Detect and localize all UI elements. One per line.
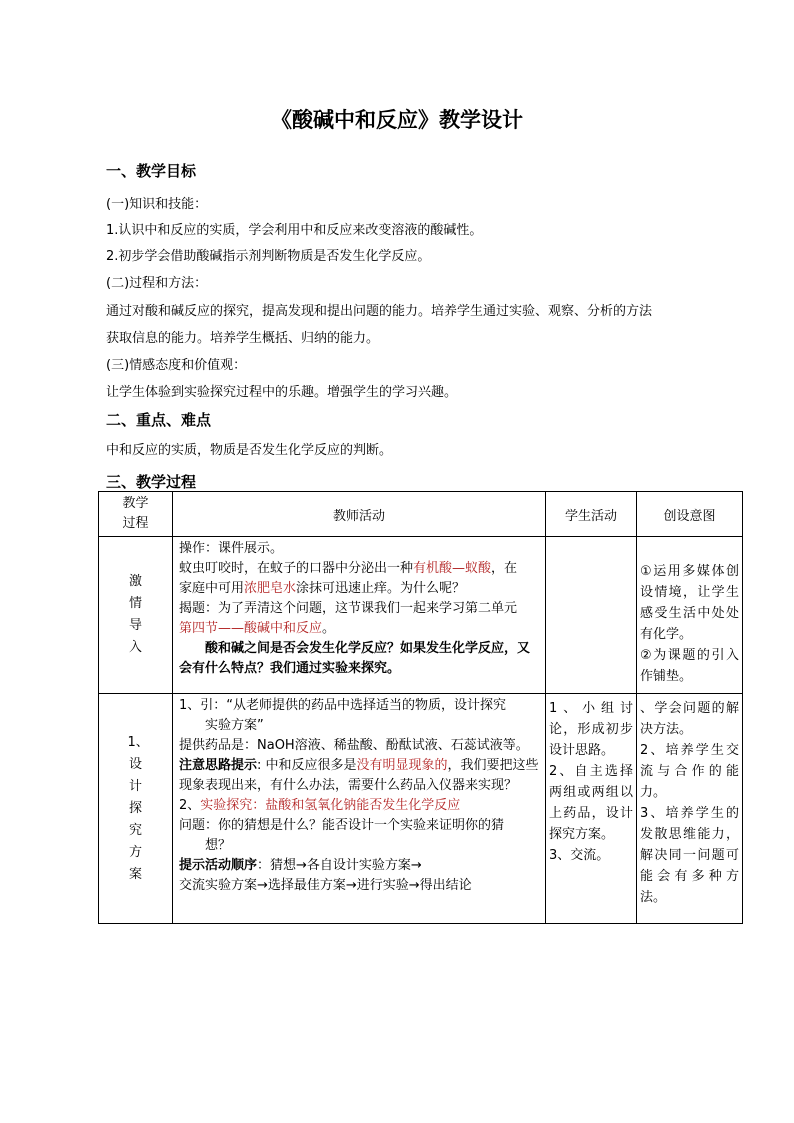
attitude-text: 让学生体验到实验探究过程中的乐趣。增强学生的学习兴趣。 xyxy=(106,385,458,400)
teacher-line: 想？ xyxy=(205,838,232,853)
page-title: 《酸碱中和反应》教学设计 xyxy=(271,107,523,132)
teacher-line: 家庭中可用浓肥皂水涂抹可迅速止痒。为什么呢？ xyxy=(179,581,466,596)
stage-label: 激情导入 xyxy=(128,574,142,655)
teacher-line: 蚊虫叮咬时，在蚊子的口器中分泌出一种有机酸—蚁酸，在 xyxy=(179,561,518,576)
student-text: 1、小组讨论，形成初步设计思路。 xyxy=(549,701,633,758)
intent-cell xyxy=(637,694,743,924)
intent-cell xyxy=(637,537,743,694)
teacher-line: 实验方案” xyxy=(205,718,264,733)
section-heading-keypoints: 二、重点、难点 xyxy=(106,411,212,429)
header-intent: 创设意图 xyxy=(637,492,743,537)
process-text-2: 获取信息的能力。培养学生概括、归纳的能力。 xyxy=(106,331,380,346)
intent-text: ②为课题的引入作铺垫。 xyxy=(640,648,739,684)
student-activity-cell xyxy=(546,537,637,694)
teacher-line: 注意思路提示: 中和反应很多是没有明显现象的，我们要把这些现象表现出来，有什么办法，需要什么药品入仪器来实现？ xyxy=(179,758,539,793)
subheading-process: (二)过程和方法： xyxy=(106,276,208,291)
teacher-activity-cell xyxy=(173,537,546,694)
teacher-line: 揭题：为了弄清这个问题，这节课我们一起来学习第二单元 xyxy=(179,601,518,616)
header-teacher: 教师活动 xyxy=(173,492,546,537)
table-row xyxy=(99,694,743,924)
teacher-line: 操作：课件展示。 xyxy=(179,541,284,556)
keypoints-text: 中和反应的实质，物质是否发生化学反应的判断。 xyxy=(106,443,393,458)
table-header-row xyxy=(99,492,743,537)
section-heading-process: 三、教学过程 xyxy=(106,473,197,491)
subheading-knowledge: (一)知识和技能： xyxy=(106,197,208,212)
teacher-line: 2、实验探究：盐酸和氢氧化钠能否发生化学反应 xyxy=(179,798,461,813)
header-stage: 教学过程 xyxy=(99,492,173,537)
process-text-1: 通过对酸和碱反应的探究，提高发现和提出问题的能力。培养学生通过实验、观察、分析的方法 xyxy=(106,304,653,319)
intent-text: 、学会问题的解决方法。 xyxy=(640,701,739,737)
teacher-line: 提供药品是：NaOH溶液、稀盐酸、酚酞试液、石蕊试液等。 xyxy=(179,738,529,753)
teacher-line: 问题：你的猜想是什么？能否设计一个实验来证明你的猜 xyxy=(179,818,505,833)
intent-text: 3、培养学生的发散思维能力，解决同一问题可能会有多种方法。 xyxy=(640,806,739,905)
objective-item-1: 1.认识中和反应的实质，学会利用中和反应来改变溶液的酸碱性。 xyxy=(106,223,483,238)
stage-cell xyxy=(99,694,173,924)
student-text: 2、自主选择两组或两组以上药品，设计探究方案。 xyxy=(549,764,633,842)
process-table xyxy=(98,491,743,924)
teacher-line: 1、引：“从老师提供的药品中选择适当的物质，设计探究 xyxy=(179,698,507,713)
teacher-line-bold: 酸和碱之间是否会发生化学反应？如果发生化学反应，又会有什么特点？我们通过实验来探究。 xyxy=(179,641,531,676)
student-text: 3、交流。 xyxy=(549,848,610,863)
student-activity-cell xyxy=(546,694,637,924)
teacher-activity-cell xyxy=(173,694,546,924)
objective-item-2: 2.初步学会借助酸碱指示剂判断物质是否发生化学反应。 xyxy=(106,249,431,264)
section-heading-objectives: 一、教学目标 xyxy=(106,162,197,180)
stage-cell xyxy=(99,537,173,694)
teacher-line: 第四节——酸碱中和反应。 xyxy=(179,621,336,636)
header-student: 学生活动 xyxy=(546,492,637,537)
teacher-line: 提示活动顺序：猜想→各自设计实验方案→ xyxy=(179,858,422,873)
intent-text: ①运用多媒体创设情境，让学生感受生活中处处有化学。 xyxy=(640,564,739,642)
stage-label: 1、设计探究方案 xyxy=(127,734,149,882)
teacher-line: 交流实验方案→选择最佳方案→进行实验→得出结论 xyxy=(179,878,472,893)
table-row xyxy=(99,537,743,694)
intent-text: 2、培养学生交流与合作的能力。 xyxy=(640,743,739,800)
subheading-attitude: (三)情感态度和价值观： xyxy=(106,358,247,373)
